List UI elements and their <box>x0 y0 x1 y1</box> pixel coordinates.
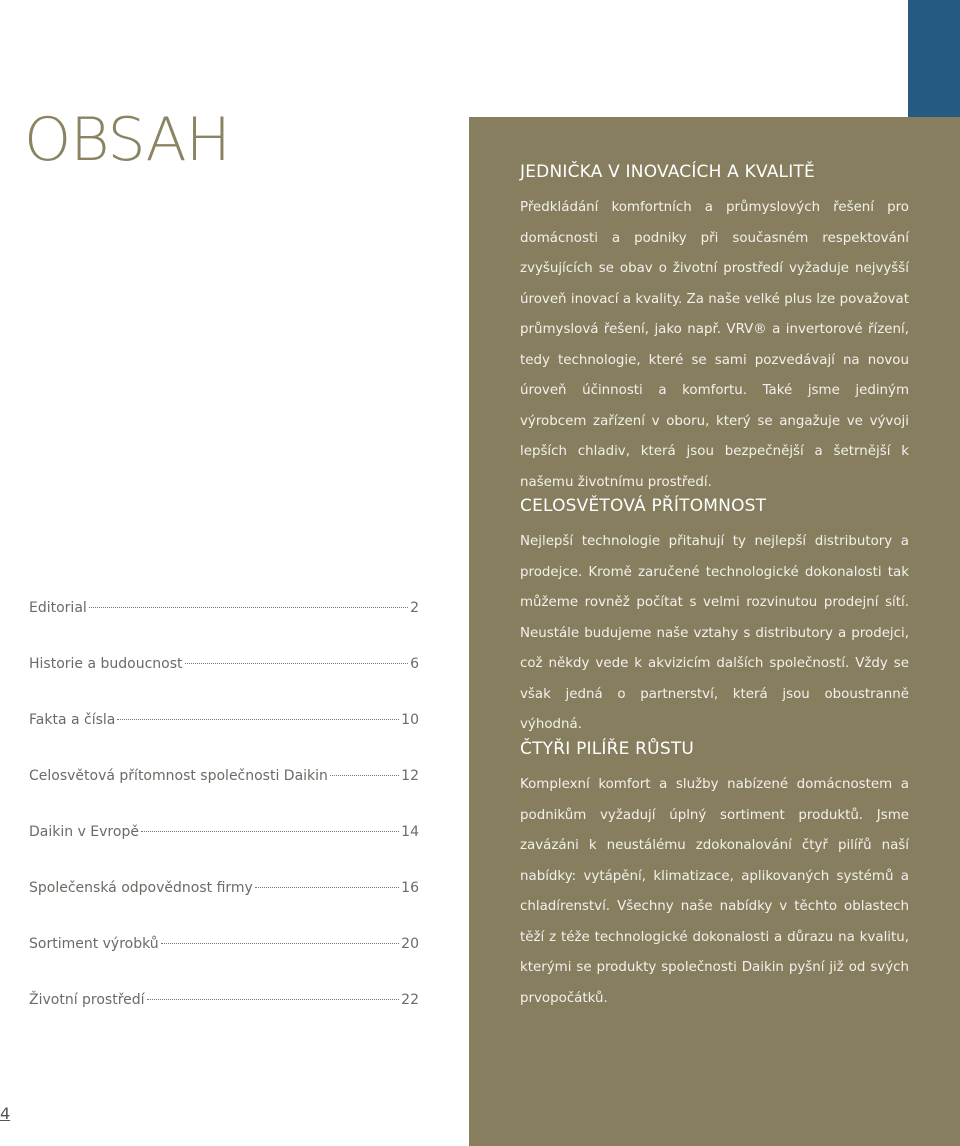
toc-leader-dots <box>89 607 408 608</box>
page-number: 4 <box>0 1104 11 1123</box>
toc-page-number: 16 <box>401 880 419 896</box>
table-of-contents <box>29 600 419 1048</box>
toc-label: Editorial <box>29 600 87 616</box>
toc-item-global-presence[interactable] <box>29 768 419 824</box>
toc-page-number: 6 <box>410 656 419 672</box>
section-body: Předkládání komfortních a průmyslových řešení pro domácnosti a podniky při současném respektování zvyšujících se obav o životní prostředí vyžaduje nejvyšší úroveň inovací a kvality. Za naše velké plus lze považovat průmyslová řešení, jako např. VRV® a invertorové řízení, tedy technologie, které se sami pozvedávají na novou úroveň účinnosti a komfortu. Také jsme jediným výrobcem zařízení v oboru, který se angažuje ve vývoji lepších chladiv, která jsou bezpečnější a šetrnější k našemu životnímu prostředí. <box>520 200 909 490</box>
page-title: OBSAH <box>24 105 230 175</box>
toc-item-csr[interactable] <box>29 880 419 936</box>
section-body: Komplexní komfort a služby nabízené domácnostem a podnikům vyžadují úplný sortiment produktů. Jsme zavázáni k neustálému zdokonalování čtyř pilířů naší nabídky: vytápění, klimatizace, aplikovaných systémů a chladírenství. Všechny naše nabídky v těchto oblastech těží z téže technologické dokonalosti a důrazu na kvalitu, kterými se produkty společnosti Daikin pyšní již od svých prvopočátků. <box>520 777 909 1006</box>
toc-item-facts[interactable] <box>29 712 419 768</box>
toc-leader-dots <box>330 775 399 776</box>
toc-label: Sortiment výrobků <box>29 936 159 952</box>
toc-leader-dots <box>117 719 399 720</box>
toc-page-number: 2 <box>410 600 419 616</box>
section-heading: JEDNIČKA V INOVACÍCH A KVALITĚ <box>520 162 815 182</box>
toc-page-number: 20 <box>401 936 419 952</box>
toc-leader-dots <box>147 999 400 1000</box>
toc-item-products[interactable] <box>29 936 419 992</box>
content-panel <box>469 117 960 1146</box>
toc-page-number: 12 <box>401 768 419 784</box>
toc-item-editorial[interactable] <box>29 600 419 656</box>
toc-leader-dots <box>161 943 400 944</box>
toc-label: Fakta a čísla <box>29 712 116 728</box>
toc-page-number: 22 <box>401 992 419 1008</box>
toc-item-environment[interactable] <box>29 992 419 1048</box>
corner-tab <box>908 0 960 117</box>
toc-item-history[interactable] <box>29 656 419 712</box>
section-global-presence <box>520 495 909 741</box>
toc-label: Celosvětová přítomnost společnosti Daikin <box>29 768 328 784</box>
toc-page-number: 14 <box>401 824 419 840</box>
section-body: Nejlepší technologie přitahují ty nejlepší distributory a prodejce. Kromě zaručené technologické dokonalosti tak můžeme rovněž počítat s velmi rozvinutou prodejní sítí. Neustále budujeme naše vztahy s distributory a prodejci, což někdy vede k akvizicím dalších společností. Vždy se však jedná o partnerství, která jsou oboustranně výhodná. <box>520 534 909 732</box>
toc-item-europe[interactable] <box>29 824 419 880</box>
section-heading: ČTYŘI PILÍŘE RŮSTU <box>520 739 695 759</box>
section-innovation <box>520 161 909 498</box>
toc-leader-dots <box>255 887 399 888</box>
section-four-pillars <box>520 738 909 1014</box>
section-heading: CELOSVĚTOVÁ PŘÍTOMNOST <box>520 496 767 516</box>
toc-leader-dots <box>141 831 399 832</box>
toc-label: Daikin v Evropě <box>29 824 139 840</box>
toc-label: Společenská odpovědnost firmy <box>29 880 253 896</box>
toc-page-number: 10 <box>401 712 419 728</box>
toc-label: Životní prostředí <box>29 992 145 1008</box>
toc-leader-dots <box>185 663 409 664</box>
toc-label: Historie a budoucnost <box>29 656 183 672</box>
